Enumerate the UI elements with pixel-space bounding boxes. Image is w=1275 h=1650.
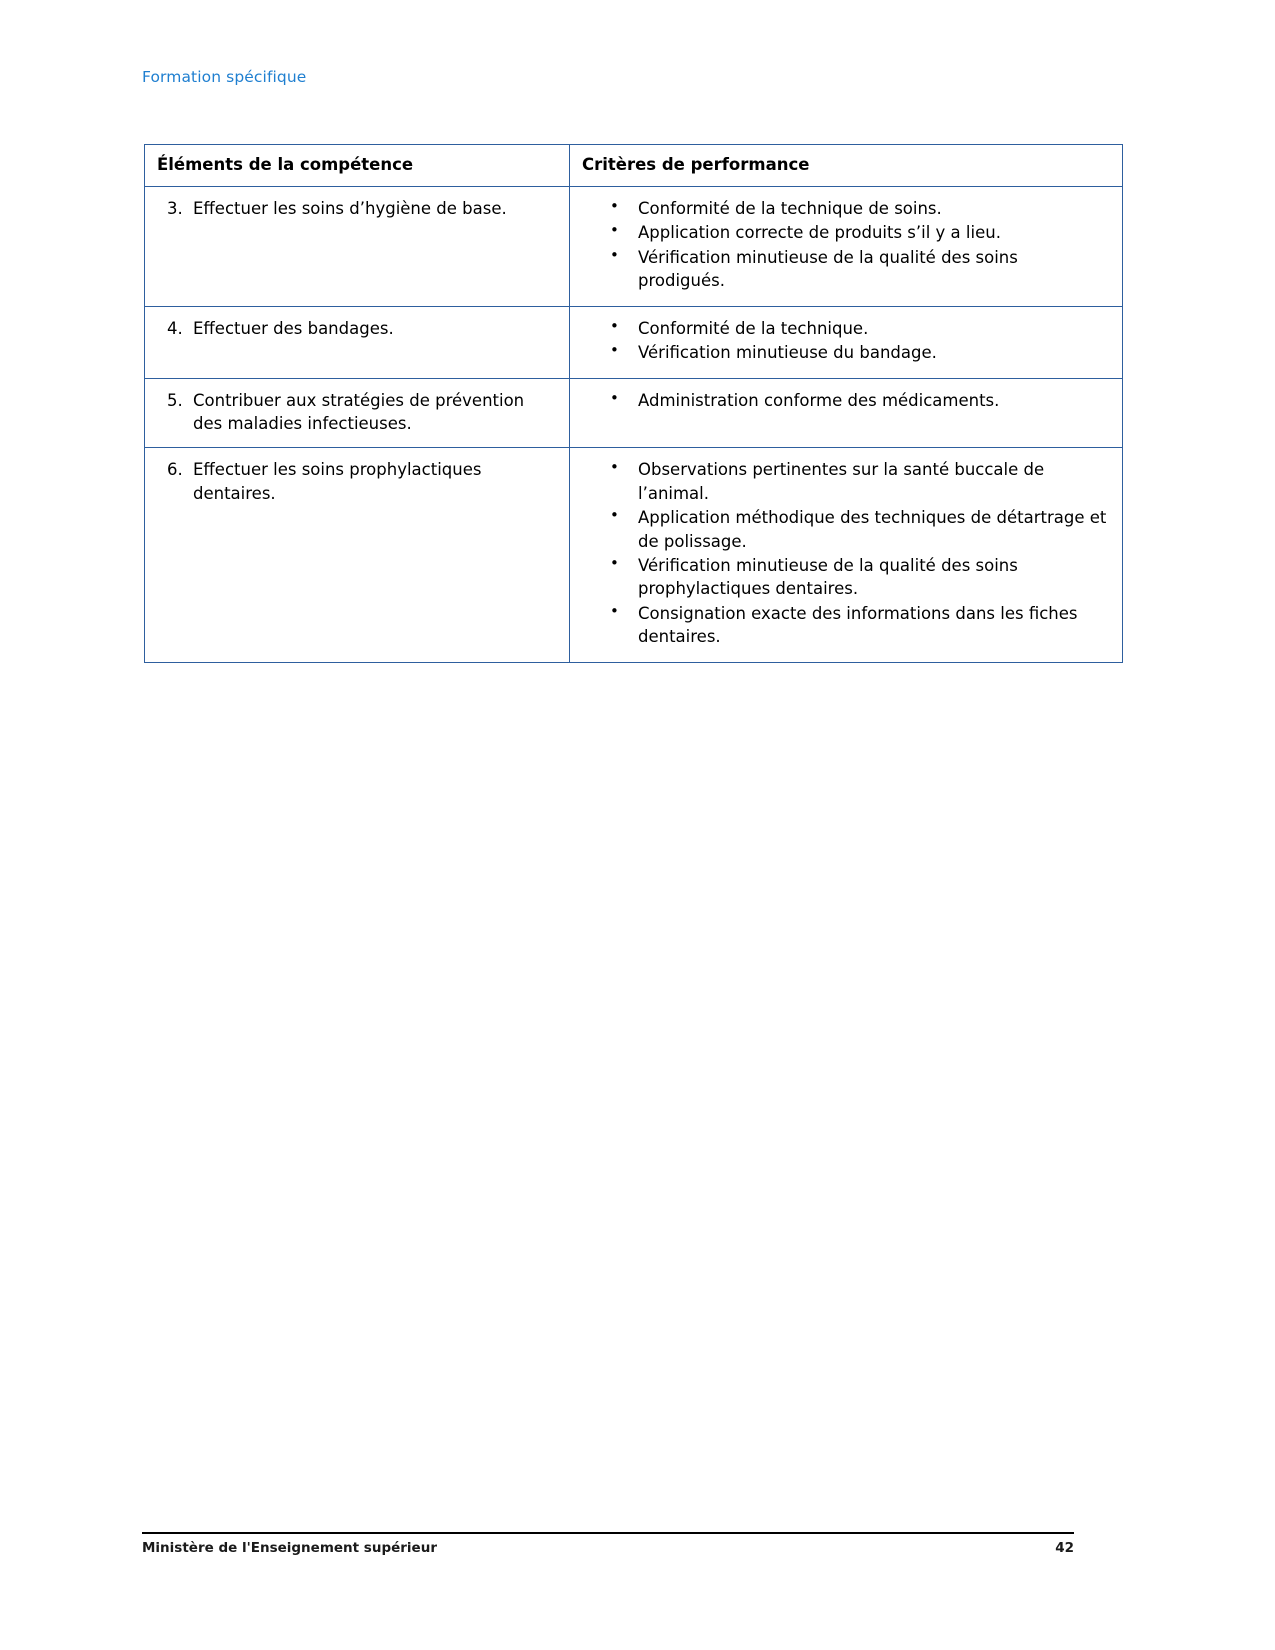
element-cell xyxy=(145,378,570,448)
criteria-item: • Vérification minutieuse du bandage. xyxy=(582,341,1110,364)
criteria-list xyxy=(582,458,1110,648)
footer-page-number: 42 xyxy=(1055,1540,1074,1556)
table-header-row xyxy=(145,145,1123,187)
element-text: Effectuer les soins d’hygiène de base. xyxy=(193,199,507,218)
criteria-item: • Conformité de la technique. xyxy=(582,317,1110,340)
criteria-list xyxy=(582,197,1110,293)
criteria-item: • Vérification minutieuse de la qualité des soins prodigués. xyxy=(582,246,1110,293)
criteria-list xyxy=(582,317,1110,365)
table-row xyxy=(145,378,1123,448)
criteria-cell xyxy=(570,378,1123,448)
criteria-item: • Conformité de la technique de soins. xyxy=(582,197,1110,220)
table-row xyxy=(145,306,1123,378)
competency-table xyxy=(144,144,1123,663)
page-header: Formation spécifique xyxy=(142,68,307,86)
criteria-cell xyxy=(570,448,1123,662)
element-text: Effectuer des bandages. xyxy=(193,318,394,338)
criteria-item: • Consignation exacte des informations dans les fiches dentaires. xyxy=(582,602,1110,649)
element-cell xyxy=(145,187,570,307)
element-cell xyxy=(145,448,570,662)
element-text: Contribuer aux stratégies de prévention des maladies infectieuses. xyxy=(193,390,525,433)
column-header-elements: Éléments de la compétence xyxy=(145,145,570,187)
criteria-item: • Observations pertinentes sur la santé buccale de l’animal. xyxy=(582,458,1110,505)
element-number: 6. xyxy=(167,460,183,480)
element-number: 4. xyxy=(167,318,183,338)
criteria-item: • Application correcte de produits s’il y a lieu. xyxy=(582,221,1110,244)
table-row xyxy=(145,448,1123,662)
criteria-item: • Administration conforme des médicaments. xyxy=(582,389,1110,412)
element-number: 5. xyxy=(167,390,183,410)
column-header-criteria: Critères de performance xyxy=(570,145,1123,187)
criteria-cell xyxy=(570,187,1123,307)
criteria-list xyxy=(582,389,1110,412)
footer-organization: Ministère de l'Enseignement supérieur xyxy=(142,1540,437,1556)
criteria-item: • Vérification minutieuse de la qualité des soins prophylactiques dentaires. xyxy=(582,554,1110,601)
footer-divider xyxy=(142,1532,1074,1534)
element-text: Effectuer les soins prophylactiques dentaires. xyxy=(193,460,482,503)
criteria-item: • Application méthodique des techniques de détartrage et de polissage. xyxy=(582,506,1110,553)
criteria-cell xyxy=(570,306,1123,378)
element-number: 3. xyxy=(167,199,183,218)
element-cell xyxy=(145,306,570,378)
table-row xyxy=(145,187,1123,307)
